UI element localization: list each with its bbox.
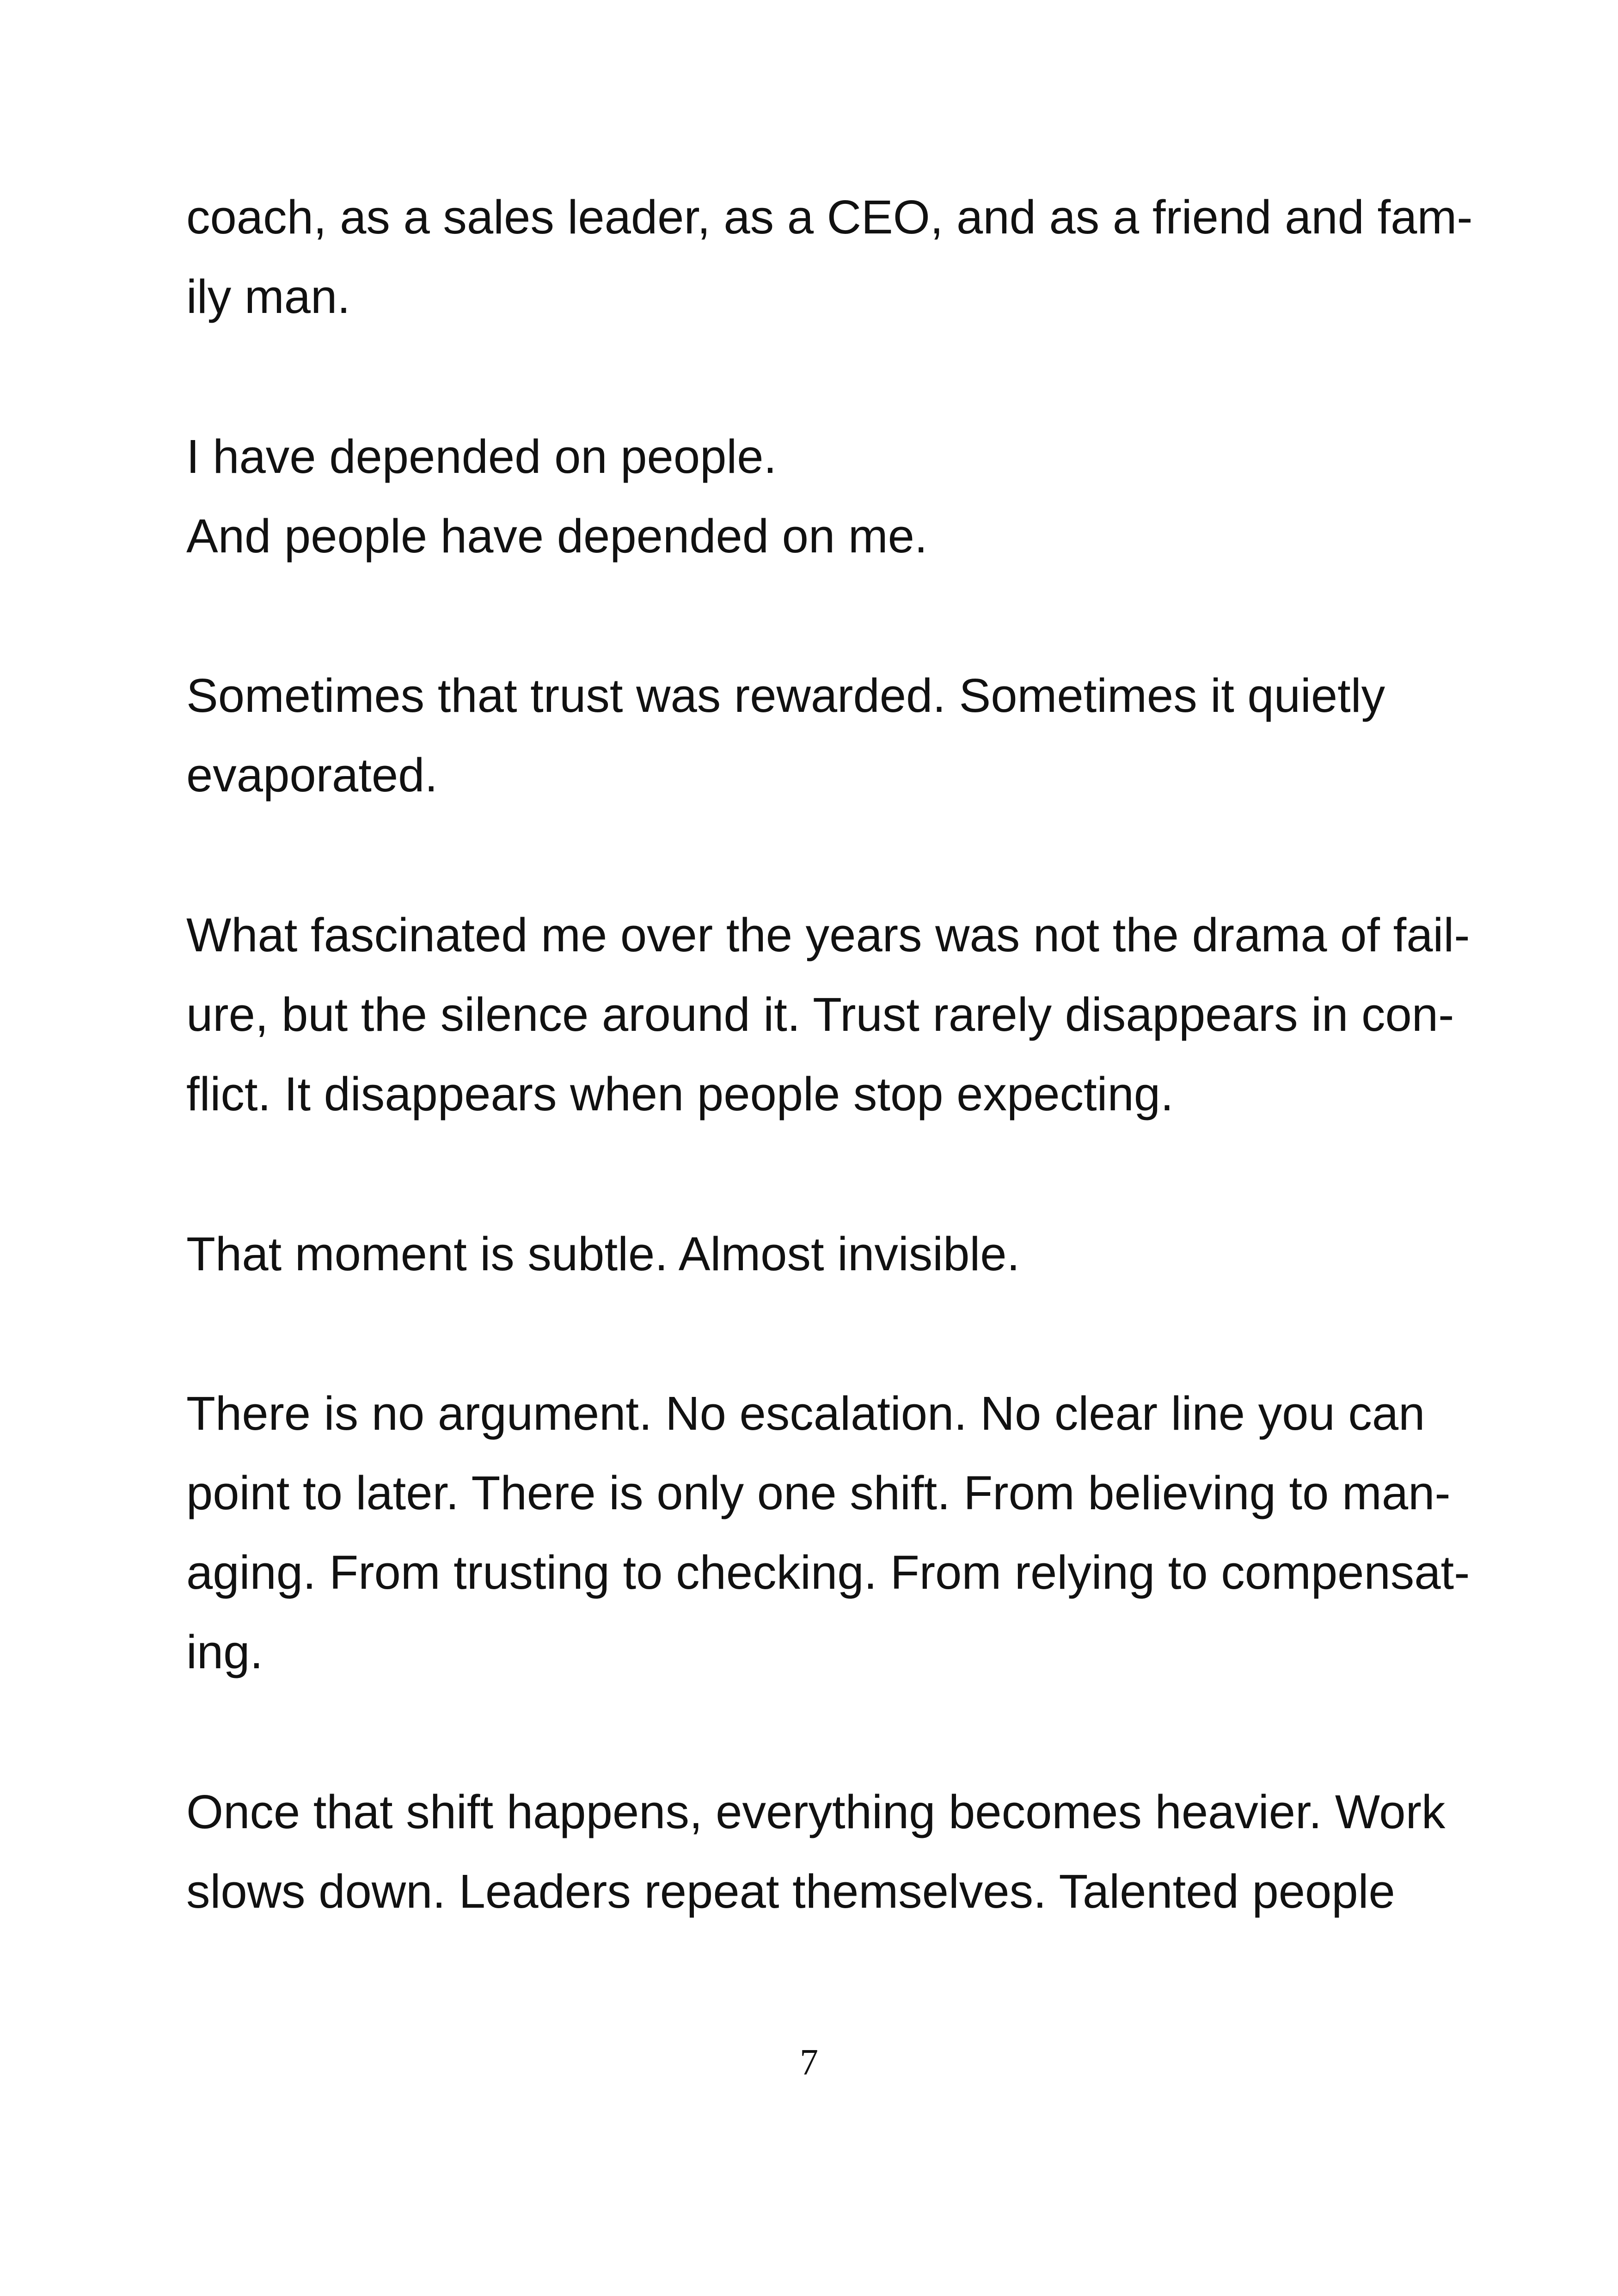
page-number: 7 [800, 2042, 818, 2083]
text-line: Sometimes that trust was rewarded. Sometimes it quietly [186, 669, 1385, 722]
text-line: slows down. Leaders repeat themselves. Talented people [186, 1865, 1395, 1918]
text-line: And people have depended on me. [186, 509, 928, 563]
text-line: What fascinated me over the years was not the drama of fail- [186, 908, 1470, 961]
text-line: ure, but the silence around it. Trust rarely disappears in con- [186, 988, 1454, 1041]
text-line: coach, as a sales leader, as a CEO, and as a friend and fam- [186, 190, 1473, 244]
text-line: That moment is subtle. Almost invisible. [186, 1227, 1020, 1280]
text-line: point to later. There is only one shift. From believing to man- [186, 1466, 1451, 1519]
text-line: ing. [186, 1625, 264, 1678]
text-line: flict. It disappears when people stop expecting. [186, 1067, 1174, 1120]
text-line: There is no argument. No escalation. No clear line you can [186, 1387, 1425, 1440]
text-line: evaporated. [186, 748, 438, 802]
text-line: Once that shift happens, everything becomes heavier. Work [186, 1785, 1446, 1838]
text-line: ily man. [186, 270, 350, 323]
text-line: I have depended on people. [186, 430, 777, 483]
text-line: aging. From trusting to checking. From relying to compensat- [186, 1546, 1470, 1599]
